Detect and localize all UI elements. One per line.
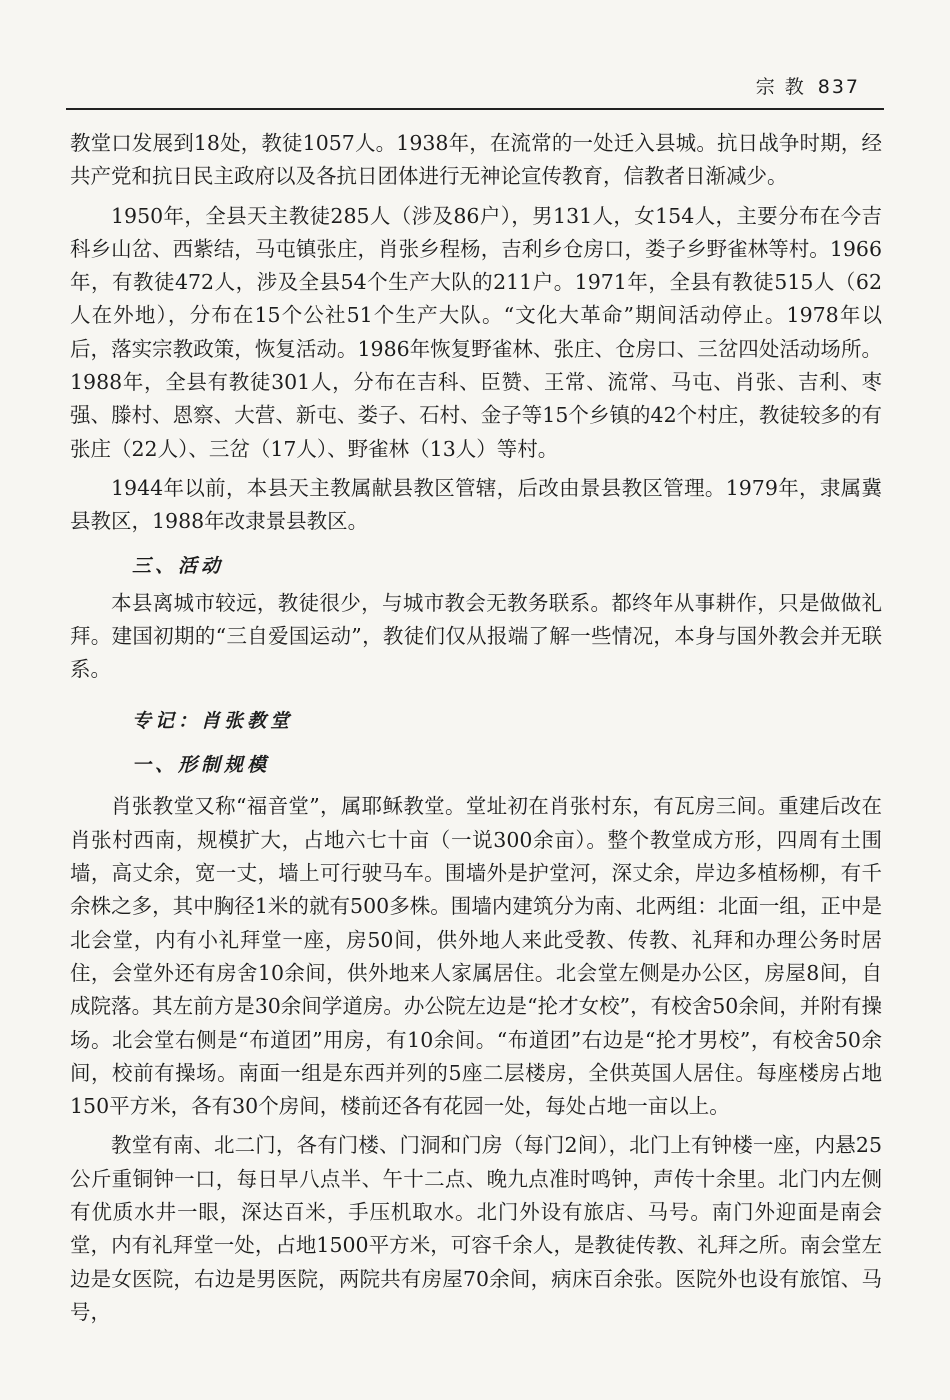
header-section: 宗 教 xyxy=(755,76,806,98)
heading-activity: 三、活动 xyxy=(132,554,225,577)
paragraph-gates: 教堂有南、北二门，各有门楼、门洞和门房（每门2间），北门上有钟楼一座，内悬25公斤重铜钟一口，每日早八点半、午十二点、晚九点准时鸣钟，声传十余里。北门内左侧有优质水井一眼，深达百米，手压机取水。北门外设有旅店、马号。南门外迎面是南会堂，内有礼拜堂一处，占地1500平方米，可容千余人，是教徒传教、礼拜之所。南会堂左边是女医院，右边是男医院，两院共有房屋70余间，病床百余张。医院外也设有旅馆、马号， xyxy=(70,1133,882,1324)
page-number: 837 xyxy=(817,76,860,98)
body-text xyxy=(70,127,882,1329)
header-rule xyxy=(66,108,884,110)
paragraph-1950: 1950年，全县天主教徒285人（涉及86户），男131人，女154人，主要分布在今吉科乡山岔、西紫结，马屯镇张庄，肖张乡程杨，吉利乡仓房口，娄子乡野雀林等村。1966年，有教徒472人，涉及全县54个生产大队的211户。1971年，全县有教徒515人（62人在外地），分布在15个公社51个生产大队。“文化大革命”期间活动停止。1978年以后，落实宗教政策，恢复活动。1986年恢复野雀林、张庄、仓房口、三岔四处活动场所。1988年，全县有教徒301人，分布在吉科、臣赞、王常、流常、马屯、肖张、吉利、枣强、滕村、恩察、大营、新屯、娄子、石村、金子等15个乡镇的42个村庄，教徒较多的有张庄（22人）、三岔（17人）、野雀林（13人）等村。 xyxy=(70,203,882,461)
paragraph-activity: 本县离城市较远，教徒很少，与城市教会无教务联系。都终年从事耕作，只是做做礼拜。建国初期的“三自爱国运动”，教徒们仅从报端了解一些情况，本身与国外教会并无联系。 xyxy=(70,590,882,682)
heading-special-record: 专记：肖张教堂 xyxy=(132,710,294,733)
running-header xyxy=(756,72,860,99)
heading-form-scale: 一、形制规模 xyxy=(132,754,271,777)
paragraph-continuation: 教堂口发展到18处，教徒1057人。1938年，在流常的一处迁入县城。抗日战争时期，经共产党和抗日民主政府以及各抗日团体进行无神论宣传教育，信教者日渐减少。 xyxy=(70,131,882,189)
paragraph-church-layout: 肖张教堂又称“福音堂”，属耶稣教堂。堂址初在肖张村东，有瓦房三间。重建后改在肖张村西南，规模扩大，占地六七十亩（一说300余亩）。整个教堂成方形，四周有土围墙，高丈余，宽一丈，墙上可行驶马车。围墙外是护堂河，深丈余，岸边多植杨柳，有千余株之多，其中胸径1米的就有500多株。围墙内建筑分为南、北两组：北面一组，正中是北会堂，内有小礼拜堂一座，房50间，供外地人来此受教、传教、礼拜和办理公务时居住，会堂外还有房舍10余间，供外地来人家属居住。北会堂左侧是办公区，房屋8间，自成院落。其左前方是30余间学道房。办公院左边是“抡才女校”，有校舍50余间，并附有操场。北会堂右侧是“布道团”用房，有10余间。“布道团”右边是“抡才男校”，有校舍50余间，校前有操场。南面一组是东西并列的5座二层楼房，全供英国人居住。每座楼房占地150平方米，各有30个房间，楼前还各有花园一处，每处占地一亩以上。 xyxy=(70,794,882,1119)
paragraph-diocese: 1944年以前，本县天主教属献县教区管辖，后改由景县教区管理。1979年，隶属冀县教区，1988年改隶景县教区。 xyxy=(70,475,882,534)
